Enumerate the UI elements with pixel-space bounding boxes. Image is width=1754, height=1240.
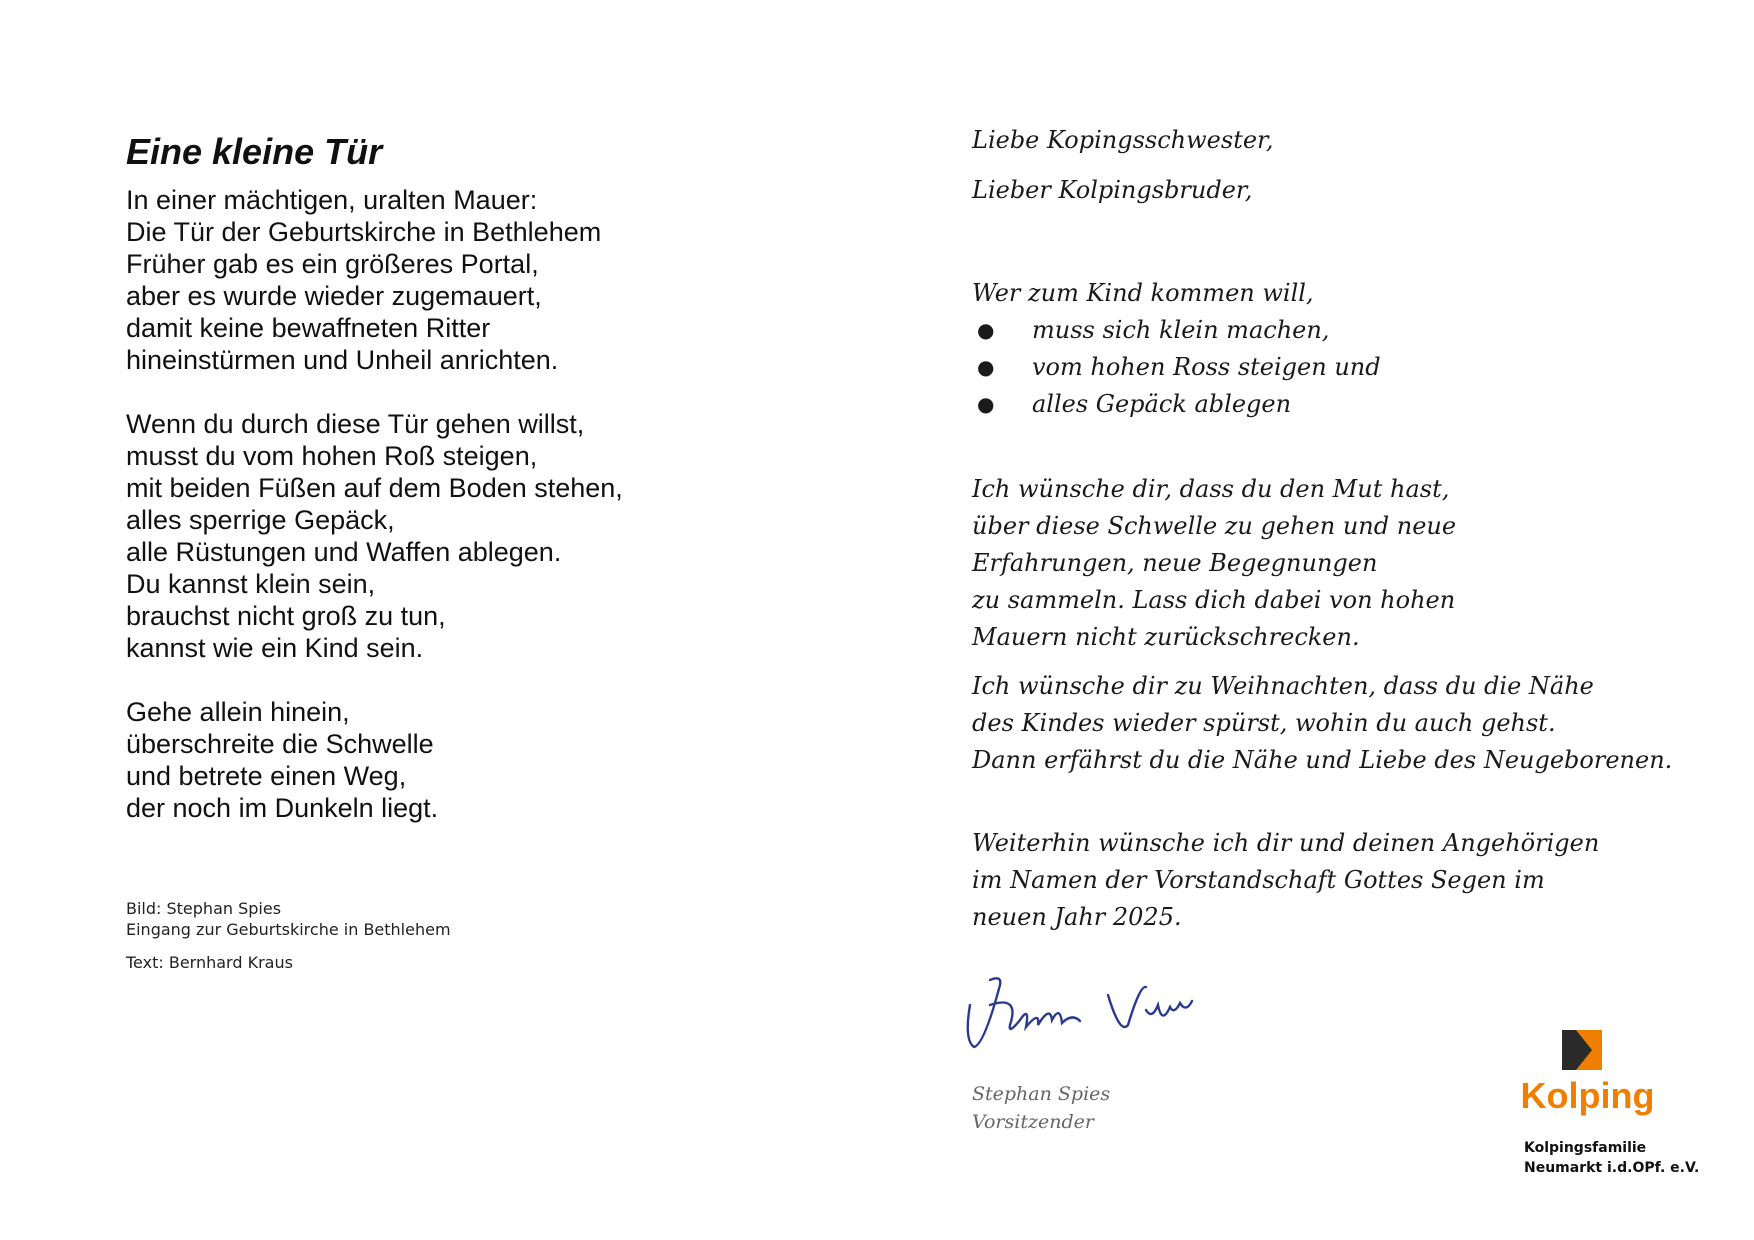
poem-line: aber es wurde wieder zugemauert, bbox=[126, 281, 542, 311]
bullet-icon: ● bbox=[977, 318, 995, 342]
bullet-icon: ● bbox=[977, 355, 995, 379]
letter-section bbox=[972, 125, 1732, 936]
bullet-icon: ● bbox=[977, 392, 995, 416]
poem-line: Früher gab es ein größeres Portal, bbox=[126, 249, 539, 279]
greeting-brother: Lieber Kolpingsbruder, bbox=[972, 176, 1253, 204]
poem-line: musst du vom hohen Roß steigen, bbox=[126, 441, 538, 471]
letter-intro: Wer zum Kind kommen will, bbox=[972, 279, 1314, 307]
poem-line: Gehe allein hinein, bbox=[126, 697, 350, 727]
image-credit: Bild: Stephan Spies bbox=[126, 899, 282, 918]
poem-line: In einer mächtigen, uralten Mauer: bbox=[126, 185, 538, 215]
greeting-sister: Liebe Kopingsschwester, bbox=[972, 126, 1274, 154]
list-item: ● alles Gepäck ablegen bbox=[972, 386, 1732, 423]
poem-title: Eine kleine Tür bbox=[126, 131, 383, 172]
poem-stanza-2 bbox=[126, 408, 826, 664]
list-item: ● vom hohen Ross steigen und bbox=[972, 349, 1732, 386]
signer-name: Stephan Spies bbox=[972, 1083, 1111, 1105]
letter-paragraph-2: Ich wünsche dir zu Weihnachten, dass du die Nähe des Kindes wieder spürst, wohin du auch gehst. Dann erfährst du die Nähe und Liebe des Neugeborenen. bbox=[972, 672, 1673, 774]
poem-line: mit beiden Füßen auf dem Boden stehen, bbox=[126, 473, 623, 503]
kolping-logo bbox=[1500, 1020, 1675, 1135]
poem-line: Du kannst klein sein, bbox=[126, 569, 376, 599]
poem-line: Die Tür der Geburtskirche in Bethlehem bbox=[126, 217, 602, 247]
poem-line: alle Rüstungen und Waffen ablegen. bbox=[126, 537, 562, 567]
letter-paragraph-3: Weiterhin wünsche ich dir und deinen Angehörigen im Namen der Vorstandschaft Gottes Segen im neuen Jahr 2025. bbox=[972, 829, 1600, 931]
signer-role: Vorsitzender bbox=[972, 1111, 1094, 1133]
credits bbox=[126, 898, 451, 973]
kolping-wordmark: Kolping bbox=[1520, 1075, 1655, 1116]
poem-line: hineinstürmen und Unheil anrichten. bbox=[126, 345, 559, 375]
poem-line: Wenn du durch diese Tür gehen willst, bbox=[126, 409, 585, 439]
kolping-k-icon bbox=[1562, 1030, 1602, 1070]
handwritten-signature bbox=[960, 965, 1220, 1060]
list-item: ● muss sich klein machen, bbox=[972, 312, 1732, 349]
text-credit: Text: Bernhard Kraus bbox=[126, 953, 293, 972]
poem-line: und betrete einen Weg, bbox=[126, 761, 407, 791]
poem-line: kannst wie ein Kind sein. bbox=[126, 633, 424, 663]
poem-stanza-1 bbox=[126, 184, 826, 376]
poem-line: alles sperrige Gepäck, bbox=[126, 505, 395, 535]
signer-block bbox=[972, 1080, 1110, 1136]
poem-line: der noch im Dunkeln liegt. bbox=[126, 793, 439, 823]
image-caption: Eingang zur Geburtskirche in Bethlehem bbox=[126, 920, 451, 939]
poem-section bbox=[126, 130, 826, 856]
organization-name: Kolpingsfamilie Neumarkt i.d.OPf. e.V. bbox=[1524, 1140, 1700, 1176]
poem-line: überschreite die Schwelle bbox=[126, 729, 434, 759]
poem-stanza-3 bbox=[126, 696, 826, 824]
poem-line: damit keine bewaffneten Ritter bbox=[126, 313, 491, 343]
letter-paragraph-1: Ich wünsche dir, dass du den Mut hast, über diese Schwelle zu gehen und neue Erfahrungen, neue Begegnungen zu sammeln. Lass dich dabei von hohen Mauern nicht zurückschrecken. bbox=[972, 475, 1457, 651]
poem-line: brauchst nicht groß zu tun, bbox=[126, 601, 446, 631]
letter-bullet-list bbox=[972, 312, 1732, 423]
